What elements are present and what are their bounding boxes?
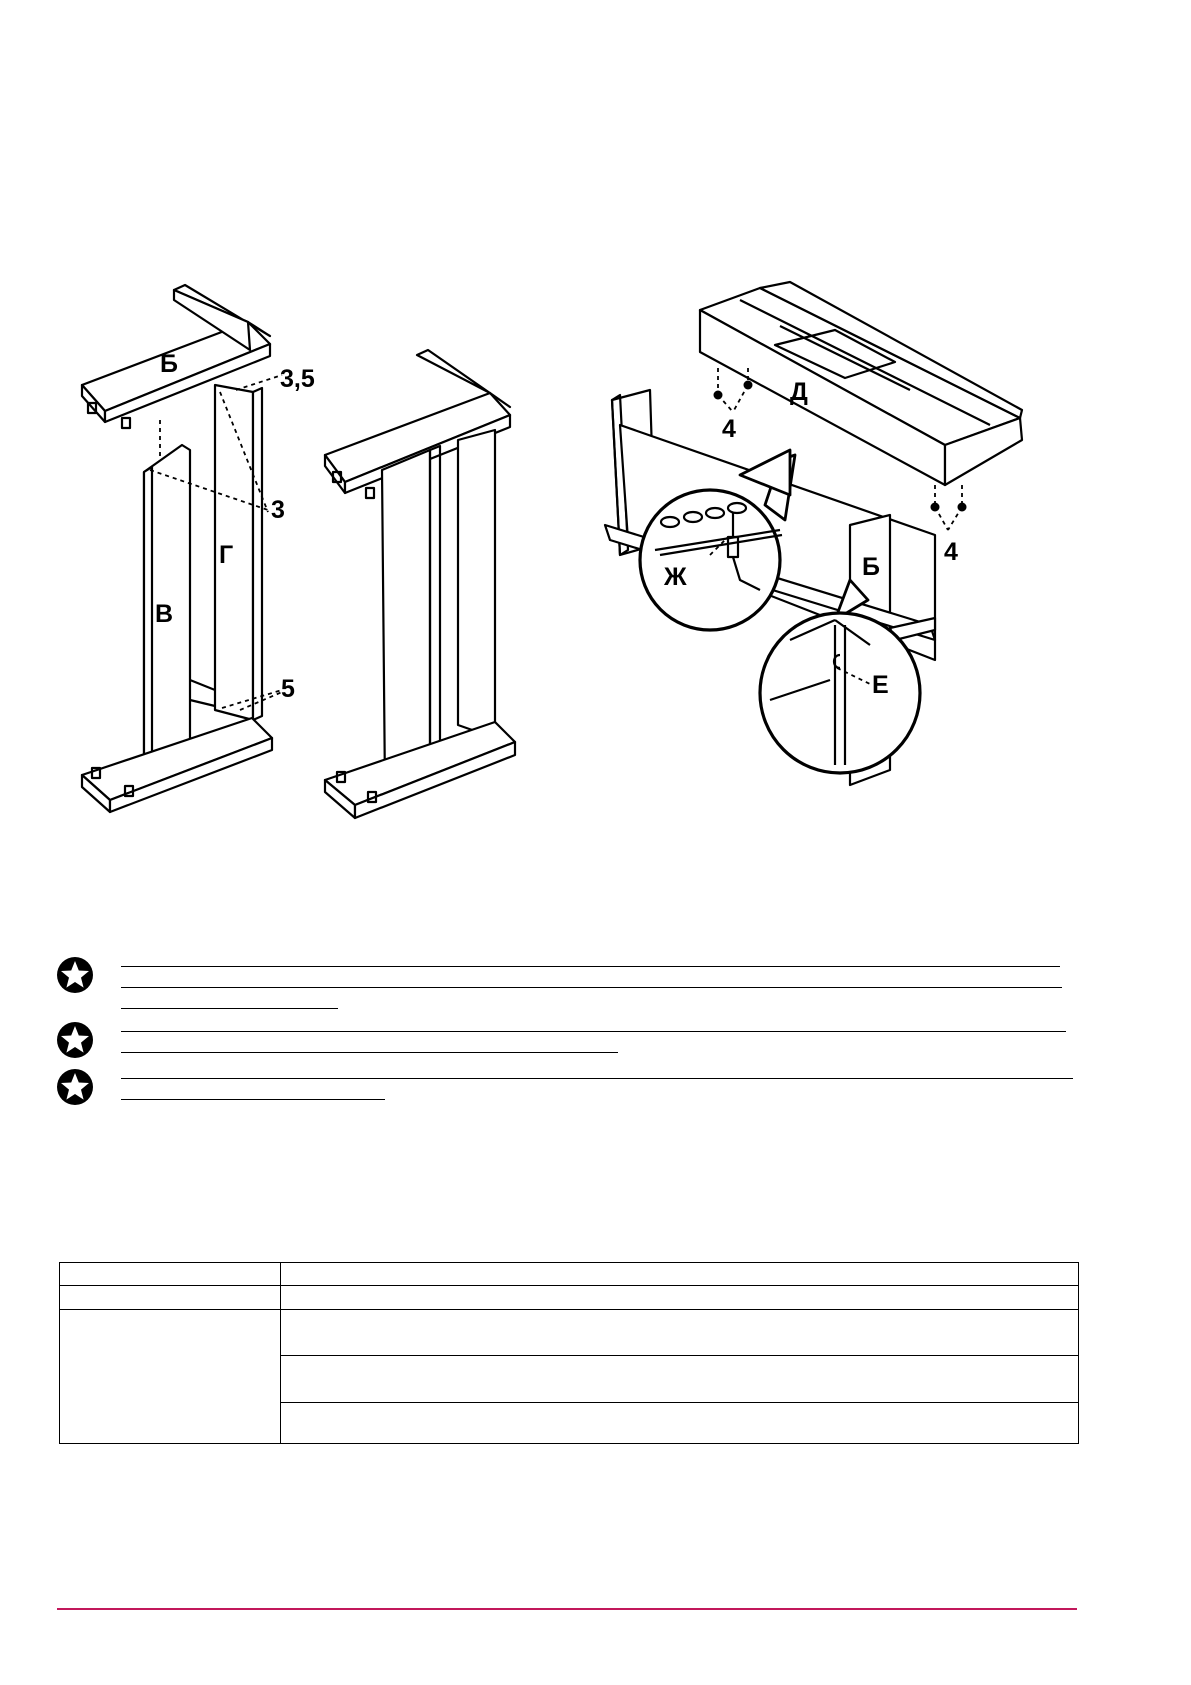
label-cable-connector: Ж — [664, 563, 687, 591]
table-cell — [60, 1310, 281, 1444]
note-item — [55, 1020, 1085, 1066]
label-side-panel-b: Б — [862, 553, 880, 581]
table-row — [60, 1310, 1079, 1356]
label-screws-3-5: 3,5 — [280, 365, 315, 393]
table-row — [60, 1263, 1079, 1286]
table-cell — [60, 1286, 281, 1310]
label-side-panel-g: Г — [219, 541, 234, 569]
table-cell — [281, 1310, 1079, 1356]
table-cell — [60, 1263, 281, 1286]
table-row — [60, 1286, 1079, 1310]
table-cell — [281, 1263, 1079, 1286]
star-icon — [55, 1020, 95, 1060]
label-top-panel: Б — [160, 350, 178, 378]
notes-list — [55, 955, 1085, 1114]
footer-divider — [57, 1608, 1077, 1610]
stand-assembled — [325, 350, 515, 818]
table-cell — [281, 1286, 1079, 1310]
label-bolts-left: 4 — [722, 415, 736, 443]
piano-assembly — [605, 282, 1022, 785]
label-bolts-right: 4 — [944, 538, 958, 566]
label-screws-3: 3 — [271, 496, 285, 524]
star-icon — [55, 1067, 95, 1107]
label-side-panel-v: В — [155, 600, 174, 628]
table-cell — [281, 1356, 1079, 1403]
label-hook: Е — [872, 671, 889, 699]
table-cell — [281, 1403, 1079, 1444]
note-item — [55, 955, 1085, 1019]
star-icon — [55, 955, 95, 995]
label-screws-5: 5 — [281, 675, 295, 703]
label-piano-body: Д — [790, 378, 808, 406]
spec-table — [59, 1262, 1079, 1444]
note-item — [55, 1067, 1085, 1113]
